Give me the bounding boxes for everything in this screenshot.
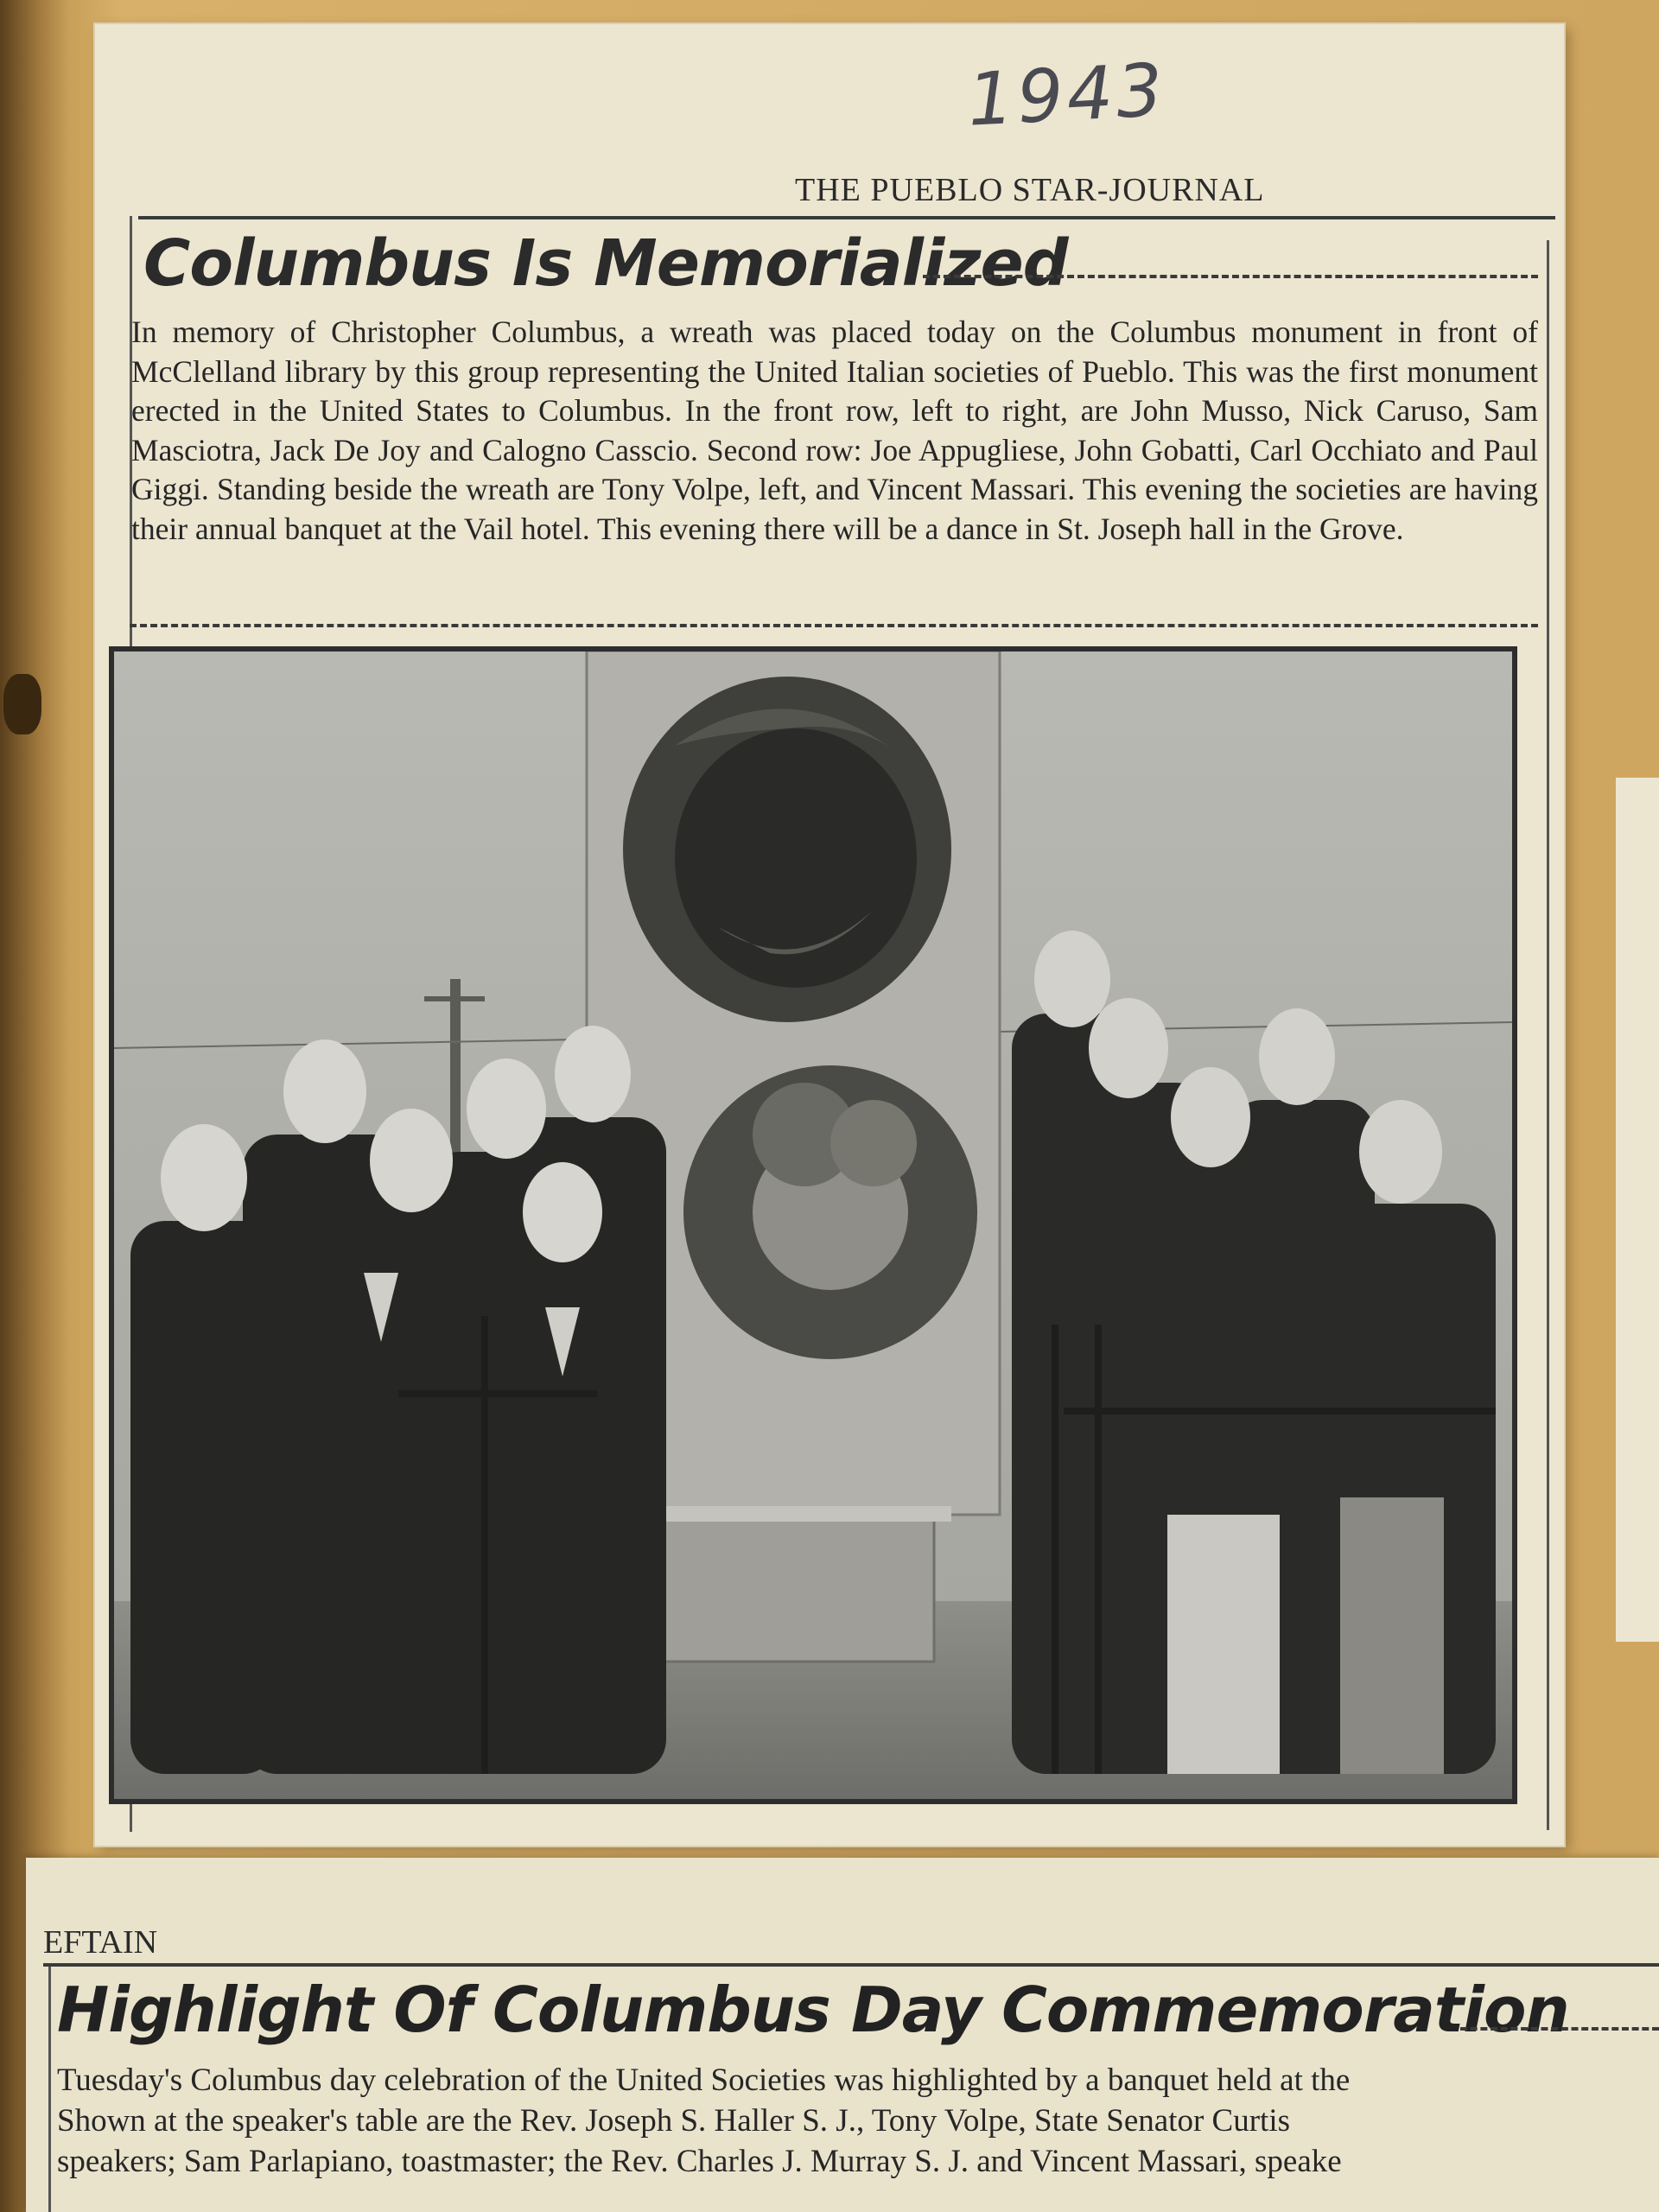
caption-dashed-rule — [130, 624, 1538, 627]
binding-hole — [3, 674, 41, 734]
second-story-text — [57, 2060, 1659, 2212]
story-line: Shown at the speaker's table are the Rev. Joseph S. Haller S. J., Tony Volpe, State Senator Curtis — [57, 2103, 1290, 2139]
clipping-right-rule — [1547, 240, 1549, 1830]
story-line: Tuesday's Columbus day celebration of the United Societies was highlighted by a banquet held at the — [57, 2063, 1351, 2098]
handwritten-year: 1943 — [965, 47, 1168, 143]
section-tag: EFTAIN — [43, 1924, 158, 1961]
story-line: speakers; Sam Parlapiano, toastmaster; the Rev. Charles J. Murray S. J. and Vincent Massari, speake — [57, 2144, 1342, 2179]
headline-dashed-rule — [923, 275, 1538, 278]
newspaper-masthead: THE PUEBLO STAR-JOURNAL — [795, 172, 1265, 208]
section-rule — [43, 1963, 1659, 1967]
headline: Columbus Is Memorialized — [143, 226, 1068, 301]
news-photograph — [109, 646, 1517, 1804]
masthead-rule — [138, 216, 1555, 219]
photo-caption: In memory of Christopher Columbus, a wreath was placed today on the Columbus monument in front of McClelland library by this group representing the United Italian societies of Pueblo. This was the first monument erected in the United States to Columbus. In the front row, left to right, are John Musso, Nick Caruso, Sam Masciotra, Jack De Joy and Calogno Casscio. Second row: Joe Appugliese, John Gobatti, Carl Occhiato and Paul Giggi. Standing beside the wreath are Tony Volpe, left, and Vincent Massari. This evening the societies are having their annual banquet at the Vail hotel. This evening there will be a dance in St. Joseph hall in the Grove. — [131, 315, 1538, 546]
clipping-bottom-left-rule — [48, 1967, 51, 2212]
second-headline-dashed-rule — [1460, 2027, 1659, 2031]
photo-illustration — [113, 651, 1513, 1800]
second-headline: Highlight Of Columbus Day Commemoration — [57, 1974, 1569, 2046]
adjacent-clipping-fragment — [1616, 778, 1659, 1642]
